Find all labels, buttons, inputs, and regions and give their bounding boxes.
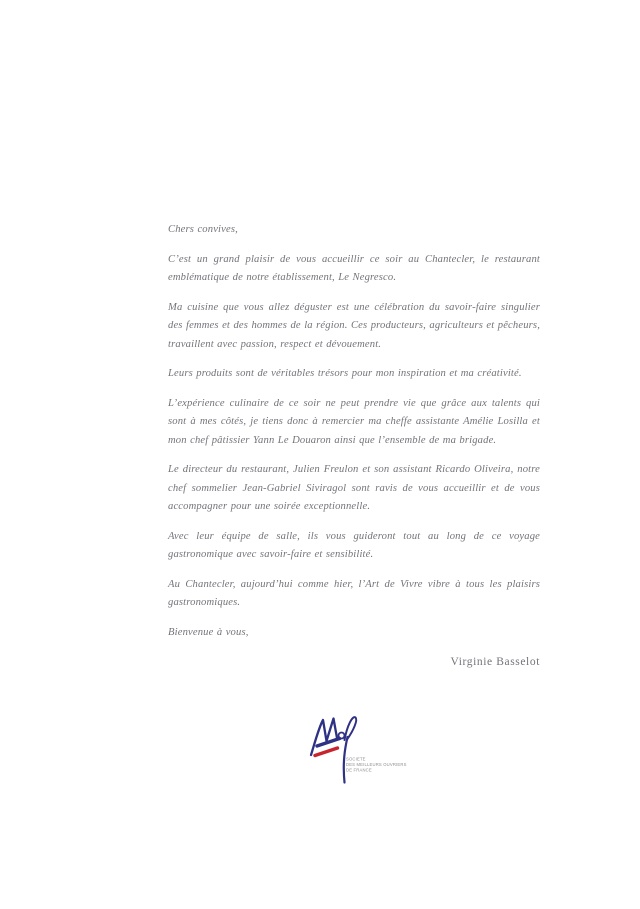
mof-caption-line: DE FRANCE	[346, 768, 372, 774]
letter-paragraph: Le directeur du restaurant, Julien Freulon et son assistant Ricardo Oliveira, notre chef sommelier Jean-Gabriel Siviragol sont ravis de vous accueillir et de vous accompagner pour une soirée exceptionnelle.	[168, 464, 540, 512]
mof-flag-blue-stroke	[317, 739, 340, 747]
mof-monogram-icon	[308, 712, 423, 790]
mof-logo	[308, 712, 423, 790]
mof-caption-line: SOCIÉTÉ	[346, 757, 366, 762]
mof-caption	[346, 757, 407, 774]
signature-name: Virginie Basselot	[450, 656, 540, 668]
letter-paragraph: C’est un grand plaisir de vous accueillir ce soir au Chantecler, le restaurant emblématique de notre établissement, Le Negresco.	[168, 253, 540, 283]
letter-paragraphs	[168, 221, 540, 642]
letter-paragraph: Bienvenue à vous,	[168, 626, 249, 638]
letter-paragraph: Chers convives,	[168, 224, 238, 235]
mof-flag-red-stroke	[315, 748, 338, 756]
mof-caption-line: DES MEILLEURS OUVRIERS	[346, 763, 407, 768]
letter-paragraph: Avec leur équipe de salle, ils vous guideront tout au long de ce voyage gastronomique avec savoir-faire et sensibilité.	[168, 530, 540, 560]
letter-paragraph: L’expérience culinaire de ce soir ne peut prendre vie que grâce aux talents qui sont à mes côtés, je tiens donc à remercier ma cheffe assistante Amélie Losilla et mon chef pâtissier Yann Le Douaron ainsi que l’ensemble de ma brigade.	[168, 397, 540, 446]
letter	[168, 221, 540, 672]
letter-paragraph: Ma cuisine que vous allez déguster est une célébration du savoir-faire singulier des femmes et des hommes de la région. Ces producteurs, agriculteurs et pêcheurs, travaillent avec passion, respect et dévouement.	[168, 301, 540, 350]
letter-paragraph: Au Chantecler, aujourd’hui comme hier, l’Art de Vivre vibre à tous les plaisirs gastronomiques.	[168, 578, 540, 608]
mof-letter-f-loop	[345, 717, 357, 740]
letter-paragraph: Leurs produits sont de véritables trésors pour mon inspiration et ma créativité.	[168, 368, 522, 379]
